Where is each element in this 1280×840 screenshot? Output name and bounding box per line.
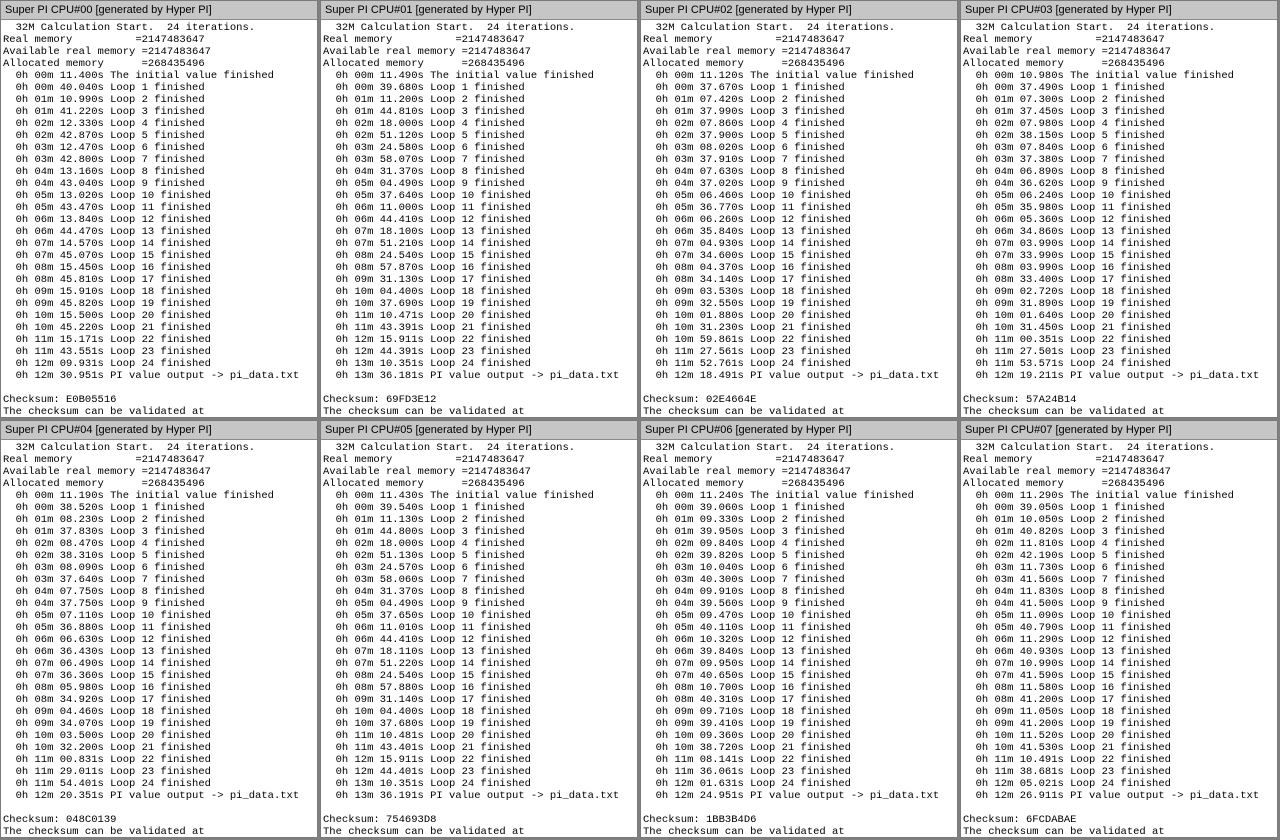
console-line: Checksum: 754693D8 bbox=[323, 814, 437, 826]
console-line: 0h 03m 10.040s Loop 6 finished bbox=[643, 562, 845, 574]
console-line: 0h 10m 32.200s Loop 21 finished bbox=[3, 742, 211, 754]
console-line: 0h 07m 34.600s Loop 15 finished bbox=[643, 250, 851, 262]
console-line: 0h 03m 58.060s Loop 7 finished bbox=[323, 574, 525, 586]
console-line: 0h 01m 41.220s Loop 3 finished bbox=[3, 106, 205, 118]
console-line: 0h 10m 09.360s Loop 20 finished bbox=[643, 730, 851, 742]
console-output bbox=[321, 440, 637, 838]
console-line: 0h 03m 58.070s Loop 7 finished bbox=[323, 154, 525, 166]
console-line: 0h 00m 39.680s Loop 1 finished bbox=[323, 82, 525, 94]
console-line: 0h 10m 45.220s Loop 21 finished bbox=[3, 322, 211, 334]
console-line: The checksum can be validated at bbox=[963, 406, 1165, 418]
console-line: 0h 10m 01.880s Loop 20 finished bbox=[643, 310, 851, 322]
console-line: Checksum: E0B05516 bbox=[3, 394, 117, 406]
console-line: 0h 08m 15.450s Loop 16 finished bbox=[3, 262, 211, 274]
console-line: 0h 12m 20.351s PI value output -> pi_data.txt bbox=[3, 790, 300, 802]
console-line: 0h 09m 02.720s Loop 18 finished bbox=[963, 286, 1171, 298]
console-line: Checksum: 048C0139 bbox=[3, 814, 117, 826]
console-line: 0h 13m 10.351s Loop 24 finished bbox=[323, 358, 531, 370]
console-line: 0h 04m 09.910s Loop 8 finished bbox=[643, 586, 845, 598]
console-line: 0h 12m 19.211s PI value output -> pi_data.txt bbox=[963, 370, 1260, 382]
console-line: 0h 01m 07.300s Loop 2 finished bbox=[963, 94, 1165, 106]
window-title[interactable]: Super PI CPU#06 [generated by Hyper PI] bbox=[641, 421, 957, 440]
console-line: Checksum: 6FCDABAE bbox=[963, 814, 1077, 826]
console-line bbox=[963, 382, 1277, 394]
console-line: 0h 03m 24.580s Loop 6 finished bbox=[323, 142, 525, 154]
window-title[interactable]: Super PI CPU#01 [generated by Hyper PI] bbox=[321, 1, 637, 20]
console-line bbox=[643, 802, 957, 814]
console-line: 0h 09m 45.820s Loop 19 finished bbox=[3, 298, 211, 310]
console-line: 0h 06m 40.930s Loop 13 finished bbox=[963, 646, 1171, 658]
console-line: 0h 00m 11.400s The initial value finished bbox=[3, 70, 274, 82]
window-title[interactable]: Super PI CPU#03 [generated by Hyper PI] bbox=[961, 1, 1277, 20]
console-line: 0h 00m 11.430s The initial value finished bbox=[323, 490, 594, 502]
console-line: Real memory =2147483647 bbox=[323, 34, 525, 46]
console-line: 0h 02m 39.820s Loop 5 finished bbox=[643, 550, 845, 562]
console-line: The checksum can be validated at bbox=[3, 826, 205, 838]
console-line: 0h 12m 15.911s Loop 22 finished bbox=[323, 754, 531, 766]
console-line: 0h 09m 15.910s Loop 18 finished bbox=[3, 286, 211, 298]
console-line: 0h 09m 31.130s Loop 17 finished bbox=[323, 274, 531, 286]
console-line: 0h 03m 08.090s Loop 6 finished bbox=[3, 562, 205, 574]
console-line: 0h 04m 41.500s Loop 9 finished bbox=[963, 598, 1165, 610]
console-line: 0h 11m 53.571s Loop 24 finished bbox=[963, 358, 1171, 370]
console-line: 0h 05m 06.240s Loop 10 finished bbox=[963, 190, 1171, 202]
console-line: 0h 09m 03.530s Loop 18 finished bbox=[643, 286, 851, 298]
console-line: 0h 12m 15.911s Loop 22 finished bbox=[323, 334, 531, 346]
superpi-window-cpu00[interactable] bbox=[0, 0, 318, 418]
console-line: 0h 05m 37.640s Loop 10 finished bbox=[323, 190, 531, 202]
console-line: 0h 11m 38.681s Loop 23 finished bbox=[963, 766, 1171, 778]
console-line: 0h 13m 36.181s PI value output -> pi_data.txt bbox=[323, 370, 620, 382]
console-line: 0h 10m 03.500s Loop 20 finished bbox=[3, 730, 211, 742]
console-line: 0h 12m 18.491s PI value output -> pi_data.txt bbox=[643, 370, 940, 382]
console-output bbox=[1, 440, 317, 838]
console-line: 0h 06m 13.840s Loop 12 finished bbox=[3, 214, 211, 226]
console-output bbox=[961, 20, 1277, 418]
console-line: 0h 08m 24.540s Loop 15 finished bbox=[323, 250, 531, 262]
superpi-window-cpu06[interactable] bbox=[640, 420, 958, 838]
console-line: 0h 08m 03.990s Loop 16 finished bbox=[963, 262, 1171, 274]
console-line: 0h 08m 40.310s Loop 17 finished bbox=[643, 694, 851, 706]
console-line: The checksum can be validated at bbox=[3, 406, 205, 418]
console-line: 0h 05m 09.470s Loop 10 finished bbox=[643, 610, 851, 622]
console-line: 0h 04m 11.830s Loop 8 finished bbox=[963, 586, 1165, 598]
console-line: 0h 02m 07.860s Loop 4 finished bbox=[643, 118, 845, 130]
console-line: Real memory =2147483647 bbox=[963, 454, 1165, 466]
console-line: 0h 07m 51.210s Loop 14 finished bbox=[323, 238, 531, 250]
console-line: 0h 11m 10.481s Loop 20 finished bbox=[323, 730, 531, 742]
console-line: 0h 04m 43.040s Loop 9 finished bbox=[3, 178, 205, 190]
console-line: Real memory =2147483647 bbox=[323, 454, 525, 466]
console-line: 0h 04m 37.020s Loop 9 finished bbox=[643, 178, 845, 190]
console-line: 0h 11m 36.061s Loop 23 finished bbox=[643, 766, 851, 778]
console-line: 0h 12m 01.631s Loop 24 finished bbox=[643, 778, 851, 790]
console-line: 0h 11m 00.351s Loop 22 finished bbox=[963, 334, 1171, 346]
console-line: Real memory =2147483647 bbox=[3, 454, 205, 466]
console-line: 0h 03m 37.640s Loop 7 finished bbox=[3, 574, 205, 586]
console-line: 0h 00m 39.050s Loop 1 finished bbox=[963, 502, 1165, 514]
console-line: 0h 11m 29.011s Loop 23 finished bbox=[3, 766, 211, 778]
console-line bbox=[963, 802, 1277, 814]
console-line: 0h 00m 11.240s The initial value finished bbox=[643, 490, 914, 502]
console-line: 0h 07m 10.990s Loop 14 finished bbox=[963, 658, 1171, 670]
console-line: 32M Calculation Start. 24 iterations. bbox=[323, 22, 576, 34]
console-line: 0h 07m 09.950s Loop 14 finished bbox=[643, 658, 851, 670]
console-line: 0h 01m 37.450s Loop 3 finished bbox=[963, 106, 1165, 118]
console-line: 0h 11m 10.491s Loop 22 finished bbox=[963, 754, 1171, 766]
console-output bbox=[961, 440, 1277, 838]
console-line: 0h 01m 44.800s Loop 3 finished bbox=[323, 526, 525, 538]
console-line: Checksum: 69FD3E12 bbox=[323, 394, 437, 406]
console-line: Checksum: 1BB3B4D6 bbox=[643, 814, 757, 826]
console-line: 0h 04m 07.630s Loop 8 finished bbox=[643, 166, 845, 178]
console-line: 0h 03m 12.470s Loop 6 finished bbox=[3, 142, 205, 154]
console-line: 0h 12m 09.931s Loop 24 finished bbox=[3, 358, 211, 370]
console-line: 0h 08m 33.400s Loop 17 finished bbox=[963, 274, 1171, 286]
console-line: 0h 10m 31.230s Loop 21 finished bbox=[643, 322, 851, 334]
console-line: 32M Calculation Start. 24 iterations. bbox=[963, 22, 1216, 34]
console-line: 0h 07m 04.930s Loop 14 finished bbox=[643, 238, 851, 250]
console-line: Allocated memory =268435496 bbox=[323, 478, 525, 490]
console-line: 32M Calculation Start. 24 iterations. bbox=[323, 442, 576, 454]
console-line: 0h 11m 10.471s Loop 20 finished bbox=[323, 310, 531, 322]
console-line: 0h 01m 07.420s Loop 2 finished bbox=[643, 94, 845, 106]
console-line: 0h 09m 39.410s Loop 19 finished bbox=[643, 718, 851, 730]
console-line: 0h 09m 04.460s Loop 18 finished bbox=[3, 706, 211, 718]
window-title[interactable]: Super PI CPU#05 [generated by Hyper PI] bbox=[321, 421, 637, 440]
console-line: 32M Calculation Start. 24 iterations. bbox=[3, 22, 256, 34]
console-line: 0h 00m 11.490s The initial value finished bbox=[323, 70, 594, 82]
console-line: The checksum can be validated at bbox=[323, 826, 525, 838]
console-line: 32M Calculation Start. 24 iterations. bbox=[3, 442, 256, 454]
console-line: 0h 00m 37.490s Loop 1 finished bbox=[963, 82, 1165, 94]
console-line: 0h 00m 39.540s Loop 1 finished bbox=[323, 502, 525, 514]
console-line: 0h 08m 34.920s Loop 17 finished bbox=[3, 694, 211, 706]
console-output bbox=[321, 20, 637, 418]
console-line: 0h 02m 37.900s Loop 5 finished bbox=[643, 130, 845, 142]
console-line: 0h 00m 38.520s Loop 1 finished bbox=[3, 502, 205, 514]
console-line: 0h 07m 41.590s Loop 15 finished bbox=[963, 670, 1171, 682]
console-line: 0h 07m 33.990s Loop 15 finished bbox=[963, 250, 1171, 262]
console-output bbox=[641, 440, 957, 838]
console-line: 0h 11m 27.501s Loop 23 finished bbox=[963, 346, 1171, 358]
console-line: 0h 07m 03.990s Loop 14 finished bbox=[963, 238, 1171, 250]
console-line: 0h 05m 04.490s Loop 9 finished bbox=[323, 178, 525, 190]
console-line: 0h 05m 11.090s Loop 10 finished bbox=[963, 610, 1171, 622]
console-line: 0h 06m 11.010s Loop 11 finished bbox=[323, 622, 531, 634]
console-line: Allocated memory =268435496 bbox=[3, 58, 205, 70]
console-line: 0h 11m 43.551s Loop 23 finished bbox=[3, 346, 211, 358]
console-line: 0h 02m 51.130s Loop 5 finished bbox=[323, 550, 525, 562]
console-line: 0h 06m 06.260s Loop 12 finished bbox=[643, 214, 851, 226]
console-line: 0h 06m 06.630s Loop 12 finished bbox=[3, 634, 211, 646]
console-line: Available real memory =2147483647 bbox=[323, 46, 531, 58]
console-line: 0h 05m 36.770s Loop 11 finished bbox=[643, 202, 851, 214]
console-line: 0h 09m 32.550s Loop 19 finished bbox=[643, 298, 851, 310]
console-output bbox=[641, 20, 957, 418]
console-line: 0h 00m 11.290s The initial value finished bbox=[963, 490, 1234, 502]
console-line: Real memory =2147483647 bbox=[3, 34, 205, 46]
console-line: 0h 07m 45.070s Loop 15 finished bbox=[3, 250, 211, 262]
console-line: 0h 03m 41.560s Loop 7 finished bbox=[963, 574, 1165, 586]
console-line: 0h 00m 10.980s The initial value finished bbox=[963, 70, 1234, 82]
console-line: 0h 02m 09.840s Loop 4 finished bbox=[643, 538, 845, 550]
console-line: 0h 06m 11.000s Loop 11 finished bbox=[323, 202, 531, 214]
console-line: Available real memory =2147483647 bbox=[643, 466, 851, 478]
console-line: 0h 01m 11.200s Loop 2 finished bbox=[323, 94, 525, 106]
window-title[interactable]: Super PI CPU#00 [generated by Hyper PI] bbox=[1, 1, 317, 20]
superpi-window-cpu02[interactable] bbox=[640, 0, 958, 418]
console-line: 0h 08m 34.140s Loop 17 finished bbox=[643, 274, 851, 286]
console-line: 0h 02m 38.150s Loop 5 finished bbox=[963, 130, 1165, 142]
console-line: 0h 02m 08.470s Loop 4 finished bbox=[3, 538, 205, 550]
console-line: 0h 01m 10.990s Loop 2 finished bbox=[3, 94, 205, 106]
console-line: 0h 06m 34.860s Loop 13 finished bbox=[963, 226, 1171, 238]
console-line: The checksum can be validated at bbox=[643, 406, 845, 418]
console-line: Real memory =2147483647 bbox=[643, 454, 845, 466]
console-line: 0h 07m 06.490s Loop 14 finished bbox=[3, 658, 211, 670]
console-line: 0h 10m 04.400s Loop 18 finished bbox=[323, 286, 531, 298]
console-line: 0h 03m 24.570s Loop 6 finished bbox=[323, 562, 525, 574]
console-line: The checksum can be validated at bbox=[643, 826, 845, 838]
console-line: Checksum: 57A24B14 bbox=[963, 394, 1077, 406]
console-line: 0h 06m 10.320s Loop 12 finished bbox=[643, 634, 851, 646]
console-line: 0h 05m 07.110s Loop 10 finished bbox=[3, 610, 211, 622]
console-line: 0h 02m 51.120s Loop 5 finished bbox=[323, 130, 525, 142]
console-line: 0h 04m 37.750s Loop 9 finished bbox=[3, 598, 205, 610]
console-line: 0h 04m 13.160s Loop 8 finished bbox=[3, 166, 205, 178]
console-line: 0h 04m 39.560s Loop 9 finished bbox=[643, 598, 845, 610]
console-line: 0h 12m 05.021s Loop 24 finished bbox=[963, 778, 1171, 790]
console-line: 0h 12m 24.951s PI value output -> pi_data.txt bbox=[643, 790, 940, 802]
console-line bbox=[643, 382, 957, 394]
console-line: 0h 05m 06.460s Loop 10 finished bbox=[643, 190, 851, 202]
console-line: 0h 01m 08.230s Loop 2 finished bbox=[3, 514, 205, 526]
console-line: 0h 11m 15.171s Loop 22 finished bbox=[3, 334, 211, 346]
console-line: 0h 09m 34.070s Loop 19 finished bbox=[3, 718, 211, 730]
console-line: 0h 03m 40.300s Loop 7 finished bbox=[643, 574, 845, 586]
console-line: Allocated memory =268435496 bbox=[963, 58, 1165, 70]
console-line: 0h 03m 11.730s Loop 6 finished bbox=[963, 562, 1165, 574]
console-line: 0h 07m 18.110s Loop 13 finished bbox=[323, 646, 531, 658]
console-line: 0h 09m 31.140s Loop 17 finished bbox=[323, 694, 531, 706]
console-line: Available real memory =2147483647 bbox=[3, 46, 211, 58]
console-line: 0h 03m 42.800s Loop 7 finished bbox=[3, 154, 205, 166]
console-line: 0h 10m 59.861s Loop 22 finished bbox=[643, 334, 851, 346]
console-line: 0h 07m 51.220s Loop 14 finished bbox=[323, 658, 531, 670]
console-line: 0h 03m 08.020s Loop 6 finished bbox=[643, 142, 845, 154]
console-line: 0h 05m 37.650s Loop 10 finished bbox=[323, 610, 531, 622]
console-line: 0h 13m 10.351s Loop 24 finished bbox=[323, 778, 531, 790]
console-line: 0h 01m 37.830s Loop 3 finished bbox=[3, 526, 205, 538]
console-line: 0h 04m 06.890s Loop 8 finished bbox=[963, 166, 1165, 178]
console-line: 0h 10m 37.690s Loop 19 finished bbox=[323, 298, 531, 310]
console-line: 0h 10m 04.400s Loop 18 finished bbox=[323, 706, 531, 718]
console-line: 0h 07m 14.570s Loop 14 finished bbox=[3, 238, 211, 250]
console-line: Available real memory =2147483647 bbox=[963, 46, 1171, 58]
console-line: 0h 08m 24.540s Loop 15 finished bbox=[323, 670, 531, 682]
superpi-window-cpu01[interactable] bbox=[320, 0, 638, 418]
console-line: 0h 03m 37.380s Loop 7 finished bbox=[963, 154, 1165, 166]
console-line: Allocated memory =268435496 bbox=[3, 478, 205, 490]
console-line: 0h 11m 43.391s Loop 21 finished bbox=[323, 322, 531, 334]
console-line: 0h 08m 57.880s Loop 16 finished bbox=[323, 682, 531, 694]
console-line: 0h 04m 36.620s Loop 9 finished bbox=[963, 178, 1165, 190]
console-line: Real memory =2147483647 bbox=[643, 34, 845, 46]
console-line: 0h 02m 12.330s Loop 4 finished bbox=[3, 118, 205, 130]
console-line: 0h 02m 18.000s Loop 4 finished bbox=[323, 538, 525, 550]
console-line: 0h 07m 40.650s Loop 15 finished bbox=[643, 670, 851, 682]
console-line: 0h 00m 11.120s The initial value finished bbox=[643, 70, 914, 82]
console-line: 0h 01m 40.820s Loop 3 finished bbox=[963, 526, 1165, 538]
console-line: 0h 05m 40.790s Loop 11 finished bbox=[963, 622, 1171, 634]
console-line: Available real memory =2147483647 bbox=[643, 46, 851, 58]
console-line: 0h 00m 37.670s Loop 1 finished bbox=[643, 82, 845, 94]
window-title[interactable]: Super PI CPU#07 [generated by Hyper PI] bbox=[961, 421, 1277, 440]
console-line: Available real memory =2147483647 bbox=[3, 466, 211, 478]
console-line: 0h 12m 26.911s PI value output -> pi_data.txt bbox=[963, 790, 1260, 802]
console-line: 0h 11m 43.401s Loop 21 finished bbox=[323, 742, 531, 754]
console-line: Allocated memory =268435496 bbox=[963, 478, 1165, 490]
console-line: 0h 13m 36.191s PI value output -> pi_data.txt bbox=[323, 790, 620, 802]
superpi-window-cpu03[interactable] bbox=[960, 0, 1278, 418]
console-line: 0h 06m 44.410s Loop 12 finished bbox=[323, 214, 531, 226]
console-line: 0h 06m 11.290s Loop 12 finished bbox=[963, 634, 1171, 646]
console-line: 0h 11m 08.141s Loop 22 finished bbox=[643, 754, 851, 766]
console-line: 32M Calculation Start. 24 iterations. bbox=[643, 22, 896, 34]
console-line: 0h 09m 41.200s Loop 19 finished bbox=[963, 718, 1171, 730]
console-line: 0h 02m 18.000s Loop 4 finished bbox=[323, 118, 525, 130]
console-line: 0h 10m 37.680s Loop 19 finished bbox=[323, 718, 531, 730]
console-line: 0h 06m 39.840s Loop 13 finished bbox=[643, 646, 851, 658]
console-line: 0h 04m 07.750s Loop 8 finished bbox=[3, 586, 205, 598]
console-line: 0h 12m 44.401s Loop 23 finished bbox=[323, 766, 531, 778]
console-line: 0h 12m 30.951s PI value output -> pi_data.txt bbox=[3, 370, 300, 382]
console-line: 0h 08m 10.700s Loop 16 finished bbox=[643, 682, 851, 694]
console-line: 0h 09m 09.710s Loop 18 finished bbox=[643, 706, 851, 718]
console-line: 0h 00m 40.040s Loop 1 finished bbox=[3, 82, 205, 94]
console-line: 0h 09m 31.890s Loop 19 finished bbox=[963, 298, 1171, 310]
console-line: 0h 02m 42.870s Loop 5 finished bbox=[3, 130, 205, 142]
console-line: 0h 08m 57.870s Loop 16 finished bbox=[323, 262, 531, 274]
console-line: 0h 08m 11.580s Loop 16 finished bbox=[963, 682, 1171, 694]
console-line: The checksum can be validated at bbox=[963, 826, 1165, 838]
console-line: 0h 00m 39.060s Loop 1 finished bbox=[643, 502, 845, 514]
console-line: 0h 01m 37.990s Loop 3 finished bbox=[643, 106, 845, 118]
console-line: 0h 11m 54.401s Loop 24 finished bbox=[3, 778, 211, 790]
console-line: 0h 05m 35.980s Loop 11 finished bbox=[963, 202, 1171, 214]
console-line bbox=[3, 382, 317, 394]
console-line: 0h 05m 43.470s Loop 11 finished bbox=[3, 202, 211, 214]
console-line: 0h 10m 15.500s Loop 20 finished bbox=[3, 310, 211, 322]
console-line: 32M Calculation Start. 24 iterations. bbox=[963, 442, 1216, 454]
console-line: 0h 02m 11.810s Loop 4 finished bbox=[963, 538, 1165, 550]
console-line: Allocated memory =268435496 bbox=[643, 58, 845, 70]
console-output bbox=[1, 20, 317, 418]
console-line bbox=[323, 382, 637, 394]
console-line: Available real memory =2147483647 bbox=[963, 466, 1171, 478]
console-line: 0h 08m 45.810s Loop 17 finished bbox=[3, 274, 211, 286]
console-line: 0h 03m 07.840s Loop 6 finished bbox=[963, 142, 1165, 154]
console-line: 0h 10m 38.720s Loop 21 finished bbox=[643, 742, 851, 754]
console-line: 0h 10m 41.530s Loop 21 finished bbox=[963, 742, 1171, 754]
console-line: 0h 05m 13.020s Loop 10 finished bbox=[3, 190, 211, 202]
superpi-window-cpu07[interactable] bbox=[960, 420, 1278, 838]
console-line: 0h 01m 39.950s Loop 3 finished bbox=[643, 526, 845, 538]
console-line: 0h 02m 07.980s Loop 4 finished bbox=[963, 118, 1165, 130]
console-line: 0h 00m 11.190s The initial value finished bbox=[3, 490, 274, 502]
console-line: 0h 06m 35.840s Loop 13 finished bbox=[643, 226, 851, 238]
console-line: 0h 07m 18.100s Loop 13 finished bbox=[323, 226, 531, 238]
console-line: 0h 06m 05.360s Loop 12 finished bbox=[963, 214, 1171, 226]
console-line: 0h 04m 31.370s Loop 8 finished bbox=[323, 586, 525, 598]
superpi-window-cpu05[interactable] bbox=[320, 420, 638, 838]
console-line: 0h 08m 41.200s Loop 17 finished bbox=[963, 694, 1171, 706]
console-line: 0h 05m 04.490s Loop 9 finished bbox=[323, 598, 525, 610]
console-line: 0h 05m 40.110s Loop 11 finished bbox=[643, 622, 851, 634]
console-line: 0h 04m 31.370s Loop 8 finished bbox=[323, 166, 525, 178]
console-line bbox=[323, 802, 637, 814]
console-line: Checksum: 02E4664E bbox=[643, 394, 757, 406]
console-line: 0h 05m 36.880s Loop 11 finished bbox=[3, 622, 211, 634]
console-line: 0h 06m 44.410s Loop 12 finished bbox=[323, 634, 531, 646]
window-title[interactable]: Super PI CPU#02 [generated by Hyper PI] bbox=[641, 1, 957, 20]
console-line: 0h 01m 10.050s Loop 2 finished bbox=[963, 514, 1165, 526]
console-line: 0h 10m 11.520s Loop 20 finished bbox=[963, 730, 1171, 742]
console-line: 0h 01m 44.810s Loop 3 finished bbox=[323, 106, 525, 118]
console-line: 32M Calculation Start. 24 iterations. bbox=[643, 442, 896, 454]
console-line: 0h 01m 11.130s Loop 2 finished bbox=[323, 514, 525, 526]
console-line: 0h 06m 44.470s Loop 13 finished bbox=[3, 226, 211, 238]
console-line: Real memory =2147483647 bbox=[963, 34, 1165, 46]
console-line: 0h 10m 31.450s Loop 21 finished bbox=[963, 322, 1171, 334]
console-line: 0h 02m 42.190s Loop 5 finished bbox=[963, 550, 1165, 562]
console-line: 0h 11m 27.561s Loop 23 finished bbox=[643, 346, 851, 358]
console-line: Available real memory =2147483647 bbox=[323, 466, 531, 478]
console-line: 0h 12m 44.391s Loop 23 finished bbox=[323, 346, 531, 358]
console-line: 0h 03m 37.910s Loop 7 finished bbox=[643, 154, 845, 166]
console-line: Allocated memory =268435496 bbox=[323, 58, 525, 70]
console-line: 0h 11m 00.831s Loop 22 finished bbox=[3, 754, 211, 766]
console-line bbox=[3, 802, 317, 814]
console-line: 0h 08m 05.980s Loop 16 finished bbox=[3, 682, 211, 694]
console-line: 0h 01m 09.330s Loop 2 finished bbox=[643, 514, 845, 526]
console-line: 0h 02m 38.310s Loop 5 finished bbox=[3, 550, 205, 562]
console-line: 0h 06m 36.430s Loop 13 finished bbox=[3, 646, 211, 658]
console-line: 0h 07m 36.360s Loop 15 finished bbox=[3, 670, 211, 682]
console-line: Allocated memory =268435496 bbox=[643, 478, 845, 490]
console-line: The checksum can be validated at bbox=[323, 406, 525, 418]
console-line: 0h 11m 52.761s Loop 24 finished bbox=[643, 358, 851, 370]
superpi-window-cpu04[interactable] bbox=[0, 420, 318, 838]
console-line: 0h 10m 01.640s Loop 20 finished bbox=[963, 310, 1171, 322]
console-line: 0h 09m 11.050s Loop 18 finished bbox=[963, 706, 1171, 718]
console-line: 0h 08m 04.370s Loop 16 finished bbox=[643, 262, 851, 274]
window-title[interactable]: Super PI CPU#04 [generated by Hyper PI] bbox=[1, 421, 317, 440]
